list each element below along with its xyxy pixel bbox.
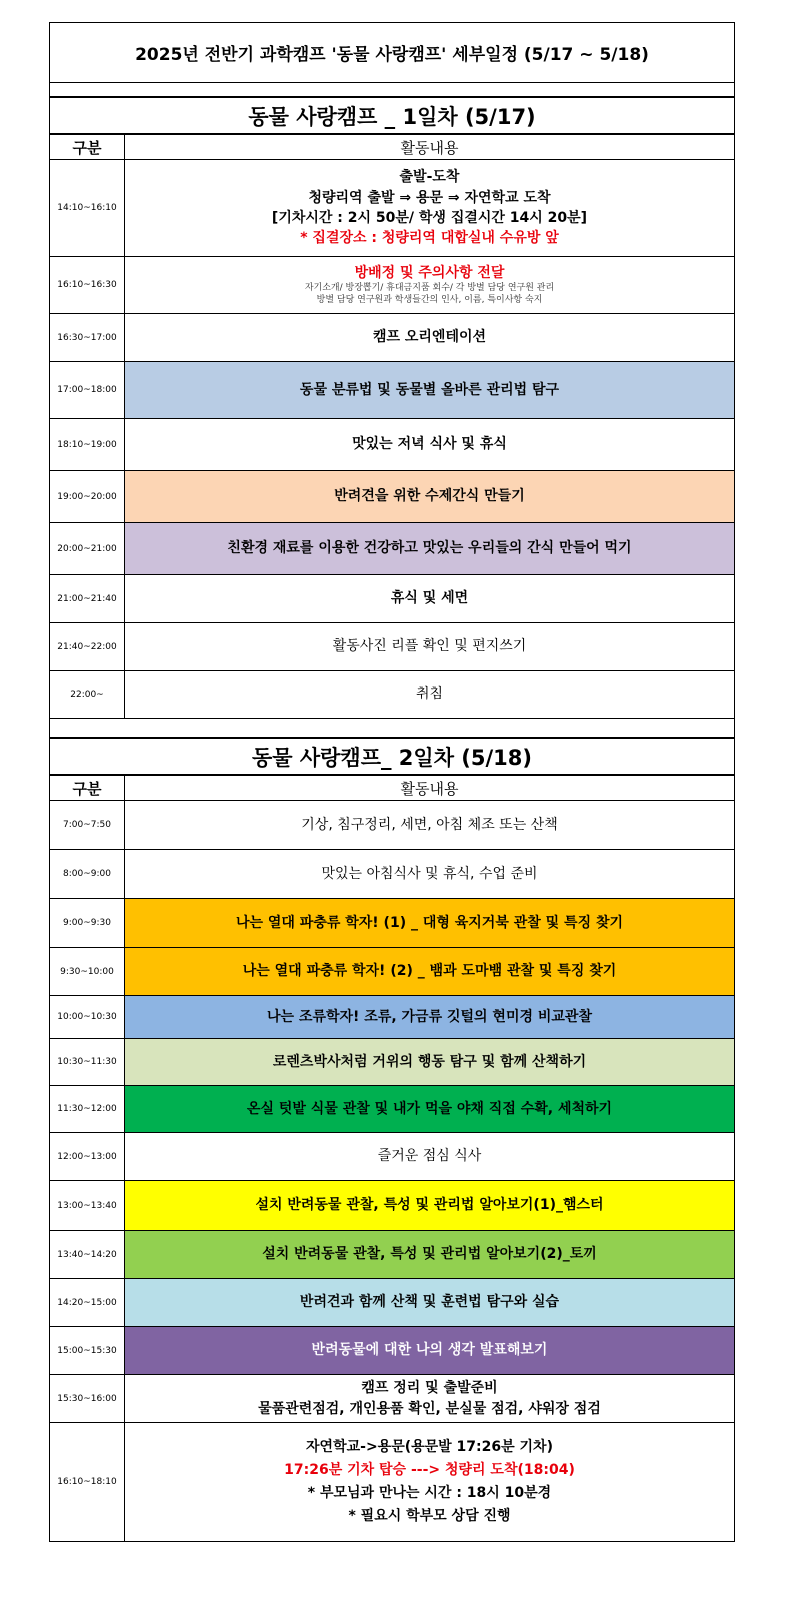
table-row — [50, 471, 735, 523]
activity-line: 물품관련점검, 개인용품 확인, 분실물 점검, 샤워장 점검 — [258, 1400, 601, 1417]
time-cell: 14:20~15:00 — [50, 1279, 125, 1327]
time-cell: 9:00~9:30 — [50, 899, 125, 948]
time-cell: 13:00~13:40 — [50, 1181, 125, 1231]
time-cell: 16:30~17:00 — [50, 314, 125, 362]
table-row — [50, 1375, 735, 1423]
day1-header-row — [50, 135, 735, 160]
day2-header-row — [50, 776, 735, 801]
train-boarding-note: 17:26분 기차 탑승 ---> 청량리 도착(18:04) — [284, 1461, 575, 1478]
time-cell: 10:30~11:30 — [50, 1039, 125, 1086]
activity-cell — [125, 1375, 735, 1423]
activity-cell: 동물 분류법 및 동물별 올바른 관리법 탐구 — [125, 362, 735, 419]
time-cell: 9:30~10:00 — [50, 948, 125, 996]
time-cell: 17:00~18:00 — [50, 362, 125, 419]
table-row — [50, 523, 735, 575]
table-row — [50, 1086, 735, 1133]
day1-title: 동물 사랑캠프 _ 1일차 (5/17) — [49, 96, 735, 134]
table-row — [50, 160, 735, 257]
table-row — [50, 671, 735, 719]
table-row — [50, 575, 735, 623]
activity-detail: 방별 담당 연구원과 학생들간의 인사, 이름, 특이사항 숙지 — [316, 295, 543, 306]
time-cell: 18:10~19:00 — [50, 419, 125, 471]
table-row — [50, 314, 735, 362]
table-row — [50, 1231, 735, 1279]
activity-line: 캠프 정리 및 출발준비 — [361, 1380, 498, 1397]
activity-cell: 나는 열대 파충류 학자! (2) _ 뱀과 도마뱀 관찰 및 특징 찾기 — [125, 948, 735, 996]
time-cell: 16:10~18:10 — [50, 1423, 125, 1542]
day2-title: 동물 사랑캠프_ 2일차 (5/18) — [49, 737, 735, 775]
gathering-place-note: * 집결장소 : 청량리역 대합실내 수유방 앞 — [300, 230, 559, 247]
time-cell: 21:00~21:40 — [50, 575, 125, 623]
table-row — [50, 1423, 735, 1542]
time-cell: 10:00~10:30 — [50, 996, 125, 1039]
activity-cell: 반려동물에 대한 나의 생각 발표해보기 — [125, 1327, 735, 1375]
activity-cell — [125, 160, 735, 257]
table-row — [50, 996, 735, 1039]
time-cell: 21:40~22:00 — [50, 623, 125, 671]
activity-line: 방배정 및 주의사항 전달 — [354, 265, 505, 282]
time-cell: 13:40~14:20 — [50, 1231, 125, 1279]
activity-cell: 휴식 및 세면 — [125, 575, 735, 623]
table-row — [50, 623, 735, 671]
day1-col-time: 구분 — [50, 135, 125, 160]
activity-cell: 반려견과 함께 산책 및 훈련법 탐구와 실습 — [125, 1279, 735, 1327]
day2-col-activity: 활동내용 — [125, 776, 735, 801]
day2-schedule-table — [49, 775, 735, 1542]
page-title: 2025년 전반기 과학캠프 '동물 사랑캠프' 세부일정 (5/17 ~ 5/18) — [49, 22, 735, 82]
activity-cell: 맛있는 아침식사 및 휴식, 수업 준비 — [125, 850, 735, 899]
activity-cell: 맛있는 저녁 식사 및 휴식 — [125, 419, 735, 471]
time-cell: 15:00~15:30 — [50, 1327, 125, 1375]
day1-schedule-table — [49, 134, 735, 719]
activity-cell: 설치 반려동물 관찰, 특성 및 관리법 알아보기(1)_햄스터 — [125, 1181, 735, 1231]
activity-cell: 기상, 침구정리, 세면, 아침 체조 또는 산책 — [125, 801, 735, 850]
table-row — [50, 1039, 735, 1086]
time-cell: 7:00~7:50 — [50, 801, 125, 850]
activity-line: [기차시간 : 2시 50분/ 학생 집결시간 14시 20분] — [271, 210, 588, 226]
table-row — [50, 257, 735, 314]
table-row — [50, 1133, 735, 1181]
activity-cell: 캠프 오리엔테이션 — [125, 314, 735, 362]
activity-cell: 반려견을 위한 수제간식 만들기 — [125, 471, 735, 523]
activity-cell: 취침 — [125, 671, 735, 719]
table-row — [50, 362, 735, 419]
activity-cell — [125, 1423, 735, 1542]
activity-cell: 나는 조류학자! 조류, 가금류 깃털의 현미경 비교관찰 — [125, 996, 735, 1039]
activity-line: 출발-도착 — [399, 169, 460, 186]
activity-cell: 온실 텃밭 식물 관찰 및 내가 먹을 야채 직접 수확, 세척하기 — [125, 1086, 735, 1133]
time-cell: 20:00~21:00 — [50, 523, 125, 575]
activity-cell: 활동사진 리플 확인 및 편지쓰기 — [125, 623, 735, 671]
title-spacer — [49, 82, 735, 96]
day2-col-time: 구분 — [50, 776, 125, 801]
activity-cell: 나는 열대 파충류 학자! (1) _ 대형 육지거북 관찰 및 특징 찾기 — [125, 899, 735, 948]
activity-cell: 로렌츠박사처럼 거위의 행동 탐구 및 함께 산책하기 — [125, 1039, 735, 1086]
activity-cell — [125, 257, 735, 314]
time-cell: 19:00~20:00 — [50, 471, 125, 523]
day-spacer — [49, 719, 735, 737]
time-cell: 22:00~ — [50, 671, 125, 719]
table-row — [50, 850, 735, 899]
activity-detail: 자기소개/ 방장뽑기/ 휴대금지품 회수/ 각 방별 담당 연구원 관리 — [304, 283, 555, 294]
day1-col-activity: 활동내용 — [125, 135, 735, 160]
activity-line: * 부모님과 만나는 시간 : 18시 10분경 — [307, 1485, 552, 1501]
time-cell: 16:10~16:30 — [50, 257, 125, 314]
table-row — [50, 948, 735, 996]
table-row — [50, 1181, 735, 1231]
activity-line: 자연학교->용문(용문발 17:26분 기차) — [306, 1438, 553, 1455]
table-row — [50, 801, 735, 850]
time-cell: 11:30~12:00 — [50, 1086, 125, 1133]
time-cell: 12:00~13:00 — [50, 1133, 125, 1181]
time-cell: 15:30~16:00 — [50, 1375, 125, 1423]
activity-cell: 설치 반려동물 관찰, 특성 및 관리법 알아보기(2)_토끼 — [125, 1231, 735, 1279]
table-row — [50, 899, 735, 948]
table-row — [50, 1327, 735, 1375]
activity-cell: 친환경 재료를 이용한 건강하고 맛있는 우리들의 간식 만들어 먹기 — [125, 523, 735, 575]
time-cell: 8:00~9:00 — [50, 850, 125, 899]
activity-line: 청량리역 출발 ⇒ 용문 ⇒ 자연학교 도착 — [308, 189, 551, 206]
table-row — [50, 1279, 735, 1327]
time-cell: 14:10~16:10 — [50, 160, 125, 257]
activity-cell: 즐거운 점심 식사 — [125, 1133, 735, 1181]
activity-line: * 필요시 학부모 상담 진행 — [348, 1508, 511, 1525]
table-row — [50, 419, 735, 471]
